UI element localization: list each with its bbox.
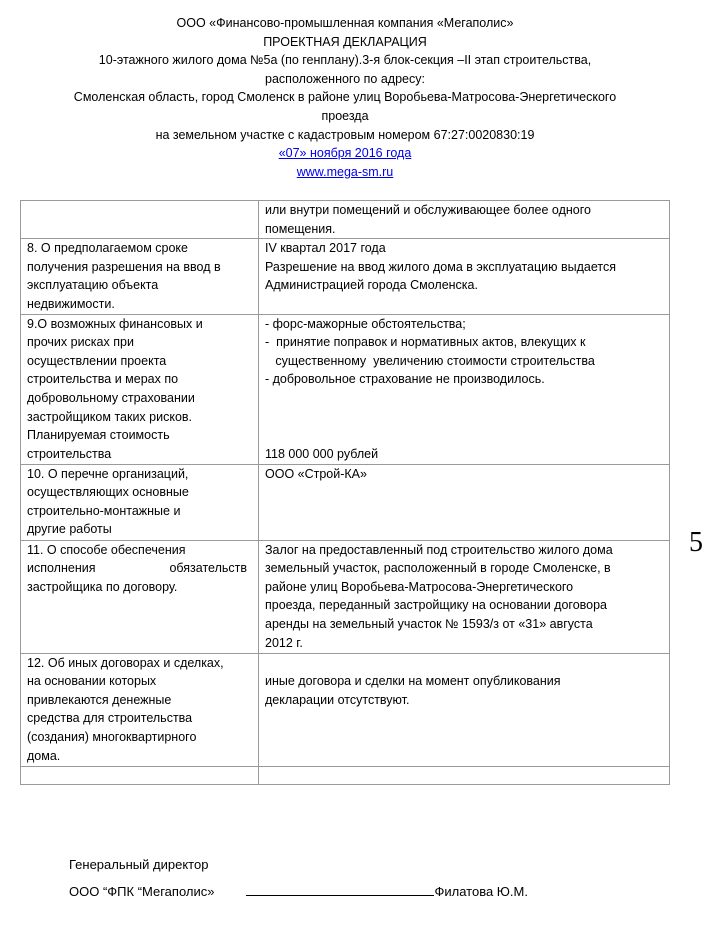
- value-line: IV квартал 2017 года: [265, 241, 386, 256]
- row-label-cell: [21, 314, 259, 464]
- value-line: Залог на предоставленный под строительство жилого дома: [265, 542, 613, 557]
- table-row: [21, 314, 670, 464]
- row-label-cell: [21, 653, 259, 766]
- value-line: Администрацией города Смоленска.: [265, 278, 478, 293]
- row-value-cell: [259, 766, 670, 784]
- label-word: обязательств: [169, 561, 247, 576]
- value-line: проезда, переданный застройщику на основании договора: [265, 598, 607, 613]
- risk-item: - добровольное страхование не производилось.: [265, 372, 545, 387]
- risk-item: - форс-мажорные обстоятельства;: [265, 316, 466, 331]
- value-line: Разрешение на ввод жилого дома в эксплуатацию выдается: [265, 259, 617, 274]
- label-line: 8. О предполагаемом сроке: [27, 241, 188, 256]
- label-line: 9.О возможных финансовых и: [27, 316, 203, 331]
- row-label-cell: [21, 201, 259, 239]
- document-header: [0, 14, 690, 181]
- label-line-justified: [27, 559, 253, 578]
- label-line: 10. О перечне организаций,: [27, 466, 189, 481]
- address-label: расположенного по адресу:: [265, 71, 425, 86]
- label-line: 12. Об иных договорах и сделках,: [27, 655, 224, 670]
- label-line: застройщиком таких рисков.: [27, 409, 193, 424]
- label-line: средства для строительства: [27, 711, 193, 726]
- label-line: Планируемая стоимость: [27, 428, 170, 443]
- row-value-cell: [259, 464, 670, 540]
- value-line: иные договора и сделки на момент опубликования: [265, 674, 561, 689]
- label-line: на основании которых: [27, 674, 157, 689]
- row-value-cell: [259, 239, 670, 314]
- value-line: земельный участок, расположенный в городе Смоленске, в: [265, 561, 611, 576]
- object-description: 10-этажного жилого дома №5а (по генплану).3-я блок-секция –II этап строительства,: [98, 53, 592, 68]
- table-row: [21, 766, 670, 784]
- label-line: привлекаются денежные: [27, 692, 172, 707]
- row-value-cell: [259, 314, 670, 464]
- signature-title: Генеральный директор: [69, 857, 209, 872]
- label-line: строительства и мерах по: [27, 372, 179, 387]
- label-word: исполнения: [27, 561, 96, 576]
- label-line: эксплуатацию объекта: [27, 278, 159, 293]
- row-value-cell: [259, 653, 670, 766]
- date-link[interactable]: «07» ноября 2016 года: [278, 146, 412, 161]
- cadastral-line: на земельном участке с кадастровым номером 67:27:0020830:19: [155, 127, 535, 142]
- label-line: осуществляющих основные: [27, 485, 189, 500]
- risk-item: - принятие поправок и нормативных актов, влекущих к: [265, 335, 586, 350]
- table-row: [21, 201, 670, 239]
- document-title: ПРОЕКТНАЯ ДЕКЛАРАЦИЯ: [263, 34, 427, 49]
- value-line: 2012 г.: [265, 635, 303, 650]
- signature-block: [69, 881, 528, 899]
- label-line: строительства: [27, 446, 112, 461]
- row-label-cell: [21, 464, 259, 540]
- table-row: [21, 653, 670, 766]
- website-link[interactable]: www.mega-sm.ru: [296, 164, 394, 179]
- table-row: [21, 239, 670, 314]
- row-label-cell: [21, 766, 259, 784]
- label-line: (создания) многоквартирного: [27, 729, 197, 744]
- label-line: другие работы: [27, 522, 112, 537]
- contractor-name: ООО «Строй-КА»: [265, 466, 367, 481]
- value-line: или внутри помещений и обслуживающее более одного: [265, 203, 591, 217]
- label-line: дома.: [27, 748, 61, 763]
- company-name: ООО «Финансово-промышленная компания «Мегаполис»: [176, 16, 514, 30]
- table-row: [21, 464, 670, 540]
- row-label-cell: [21, 540, 259, 653]
- table-row: [21, 540, 670, 653]
- spacer: [265, 389, 664, 445]
- signature-line: [246, 881, 434, 896]
- label-line: строительно-монтажные и: [27, 503, 181, 518]
- label-line: недвижимости.: [27, 296, 115, 311]
- page-number: 5: [689, 527, 703, 558]
- signature-name: Филатова Ю.М.: [434, 884, 528, 899]
- value-line: аренды на земельный участок № 1593/з от «31» августа: [265, 616, 593, 631]
- signature-org: ООО “ФПК “Мегаполис»: [69, 884, 215, 899]
- row-value-cell: [259, 201, 670, 239]
- value-line: помещения.: [265, 221, 336, 236]
- construction-cost: 118 000 000 рублей: [265, 446, 379, 461]
- address-line-2: проезда: [321, 108, 369, 123]
- risk-item: существенному увеличению стоимости строительства: [265, 353, 595, 368]
- label-line: 11. О способе обеспечения: [27, 542, 186, 557]
- value-line: декларации отсутствуют.: [265, 692, 410, 707]
- label-line: прочих рисках при: [27, 335, 134, 350]
- label-line: застройщика по договору.: [27, 579, 178, 594]
- spacer: [265, 654, 664, 673]
- row-value-cell: [259, 540, 670, 653]
- declaration-table: [20, 200, 670, 785]
- label-line: добровольному страховании: [27, 390, 195, 405]
- value-line: районе улиц Воробьева-Матросова-Энергетического: [265, 579, 574, 594]
- address-line: Смоленская область, город Смоленск в районе улиц Воробьева-Матросова-Энергетического: [73, 90, 617, 105]
- label-line: осуществлении проекта: [27, 353, 167, 368]
- label-line: получения разрешения на ввод в: [27, 259, 221, 274]
- row-label-cell: [21, 239, 259, 314]
